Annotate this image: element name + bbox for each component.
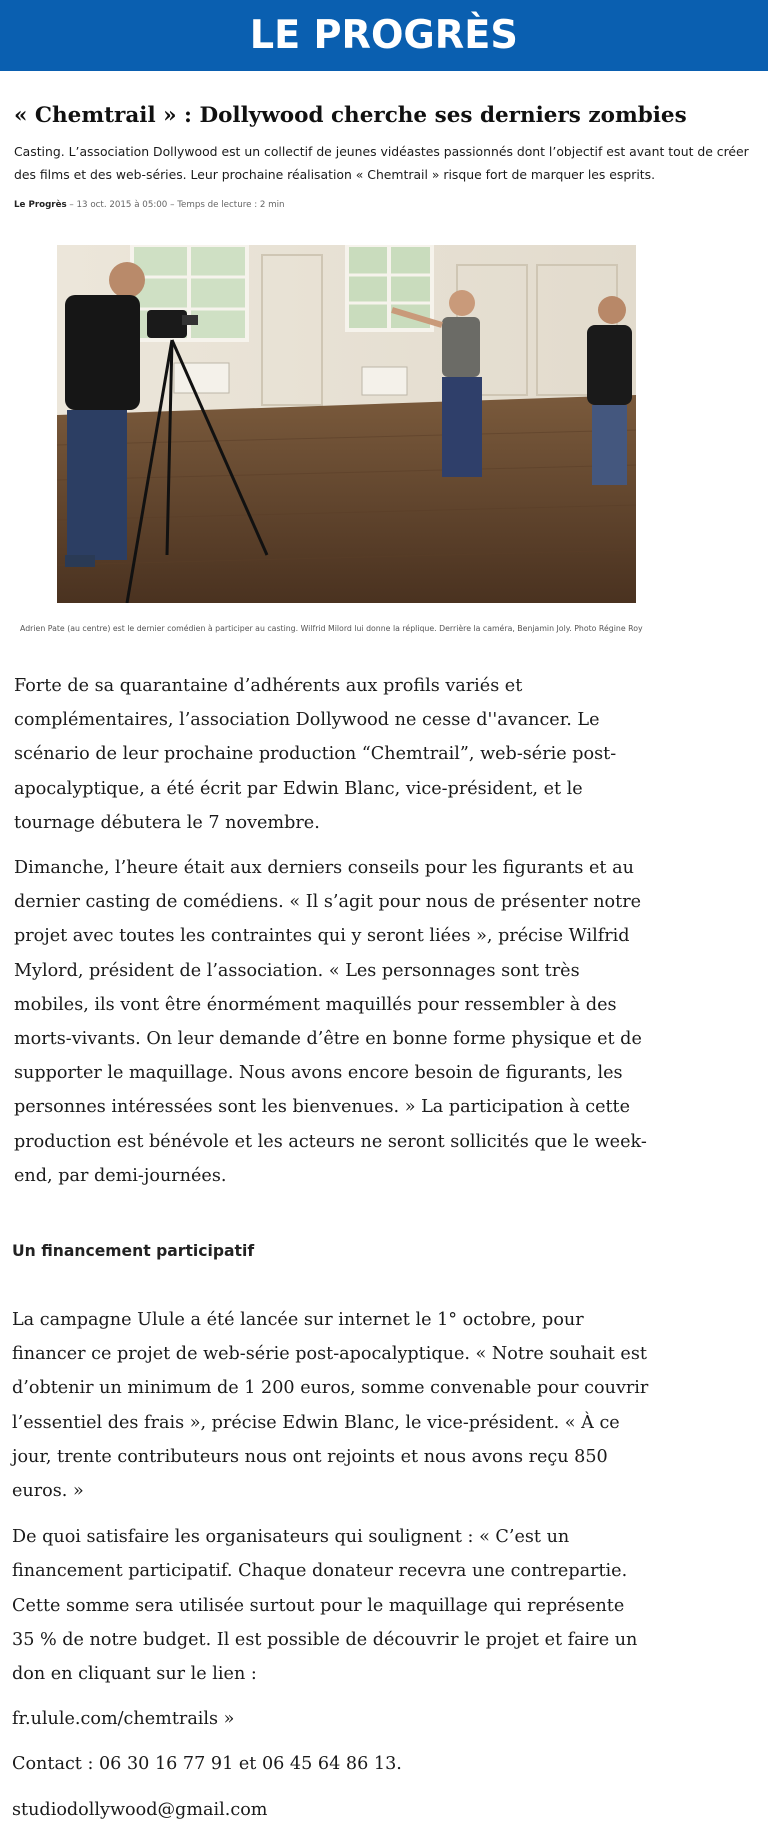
masthead xyxy=(0,0,768,71)
article-photo xyxy=(57,245,636,603)
byline-meta: – 13 oct. 2015 à 05:00 – Temps de lecture : 2 min xyxy=(66,200,285,210)
ulule-link[interactable]: fr.ulule.com/chemtrails » xyxy=(12,1709,235,1730)
section-heading: Un financement participatif xyxy=(12,1242,255,1261)
article-lead: Casting. L’association Dollywood est un collectif de jeunes vidéastes passionnés dont l’objectif est avant tout de créer des films et des web-séries. Leur prochaine réalisation « Chemtrail » risque fort de marquer les esprits. xyxy=(14,144,749,182)
article-headline: « Chemtrail » : Dollywood cherche ses derniers zombies xyxy=(14,103,687,128)
photo-caption: Adrien Pate (au centre) est le dernier comédien à participer au casting. Wilfrid Milord lui donne la réplique. Derrière la caméra, Benjamin Joly. Photo Régine Roy xyxy=(20,624,643,633)
section-paragraph: De quoi satisfaire les organisateurs qui soulignent : « C’est un financement participatif. Chaque donateur recevra une contrepartie. Cette somme sera utilisée surtout pour le maquillage qui représente 35 % de notre budget. Il est possible de découvrir le projet et faire un don en cliquant sur le lien : xyxy=(12,1527,638,1685)
casting-photo xyxy=(57,245,636,603)
le-progres-logo[interactable]: LE PROGRÈS xyxy=(249,13,519,58)
body-paragraph: Dimanche, l’heure était aux derniers conseils pour les figurants et au dernier casting de comédiens. « Il s’agit pour nous de présenter notre projet avec toutes les contraintes qui y seront liées », précise Wilfrid Mylord, président de l’association. « Les personnages sont très mobiles, ils vont être énormément maquillés pour ressembler à des morts-vivants. On leur demande d’être en bonne forme physique et de supporter le maquillage. Nous avons encore besoin de figurants, les personnes intéressées sont les bienvenues. » La participation à cette production est bénévole et les acteurs ne seront sollicités que le week-end, par demi-journées. xyxy=(14,858,647,1186)
article xyxy=(0,102,768,1827)
byline-source: Le Progrès xyxy=(14,200,67,210)
article-body xyxy=(14,669,754,1827)
contact-line: Contact : 06 30 16 77 91 et 06 45 64 86 13. xyxy=(12,1754,402,1775)
article-byline xyxy=(14,198,754,212)
body-paragraph: Forte de sa quarantaine d’adhérents aux profils variés et complémentaires, l’association Dollywood ne cesse d''avancer. Le scénario de leur prochaine production “Chemtrail”, web-série post-apocalyptique, a été écrit par Edwin Blanc, vice-président, et le tournage débutera le 7 novembre. xyxy=(14,676,617,833)
email-link[interactable]: studiodollywood@gmail.com xyxy=(12,1799,268,1820)
section-paragraph: La campagne Ulule a été lancée sur internet le 1° octobre, pour financer ce projet de web-série post-apocalyptique. « Notre souhait est d’obtenir un minimum de 1 200 euros, somme convenable pour couvrir l’essentiel des frais », précise Edwin Blanc, le vice-président. « À ce jour, trente contributeurs nous ont rejoints et nous avons reçu 850 euros. » xyxy=(12,1310,649,1502)
